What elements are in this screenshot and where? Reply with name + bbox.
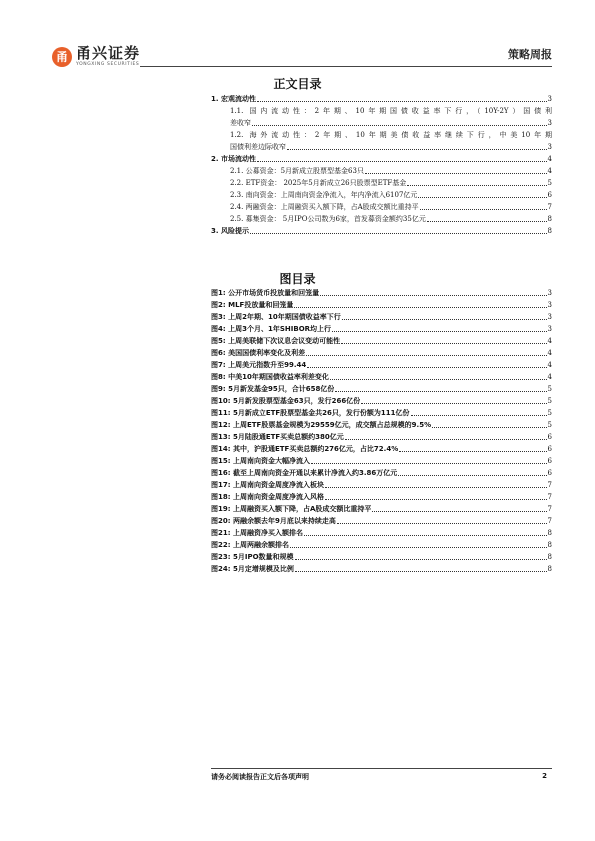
dot-leader (432, 427, 546, 428)
figure-entry[interactable] (211, 299, 552, 311)
footer-divider (211, 768, 552, 769)
toc-entry-page: 3 (547, 119, 552, 127)
figure-list-title: 图目录 (279, 272, 316, 286)
figure-entry[interactable] (211, 455, 552, 467)
toc-entry-page: 6 (547, 191, 552, 199)
figure-entry[interactable] (211, 467, 552, 479)
figure-entry[interactable] (211, 527, 552, 539)
figure-entry-page: 7 (547, 517, 552, 525)
figure-entry-label: 图2: MLF投放量和回笼量 (211, 301, 294, 309)
figure-entry-label: 图1: 公开市场货币投放量和回笼量 (211, 289, 320, 297)
toc-entry[interactable] (211, 153, 552, 165)
toc-entry-label: 2.5. 募集资金： 5月IPO公司数为6家，首发募资金额约35亿元 (230, 215, 426, 223)
dot-leader (337, 523, 547, 524)
figure-entry-page: 4 (547, 349, 552, 357)
figure-list (211, 287, 552, 575)
figure-entry[interactable] (211, 443, 552, 455)
figure-entry[interactable] (211, 347, 552, 359)
figure-entry-label: 图6: 美国国债利率变化及利差 (211, 349, 306, 357)
dot-leader (418, 197, 546, 198)
toc-entry-label: 1. 宏观流动性 (211, 95, 256, 103)
figure-entry-page: 6 (547, 469, 552, 477)
figure-entry[interactable] (211, 287, 552, 299)
figure-entry-label: 图3: 上周2年期、10年期国债收益率下行 (211, 313, 341, 321)
toc-entry-page: 3 (547, 95, 552, 103)
toc-entry[interactable] (211, 213, 552, 225)
figure-entry-page: 4 (547, 361, 552, 369)
figure-entry-page: 7 (547, 481, 552, 489)
toc-entry-label: 3. 风险提示 (211, 227, 249, 235)
dot-leader (407, 185, 546, 186)
dot-leader (365, 173, 547, 174)
figure-entry[interactable] (211, 323, 552, 335)
toc-entry-page: 8 (547, 215, 552, 223)
figure-entry[interactable] (211, 335, 552, 347)
toc-entry-label: 2.2. ETF资金： 2025年5月新成立26只股票型ETF基金 (230, 179, 407, 187)
figure-entry-page: 5 (547, 421, 552, 429)
dot-leader (361, 403, 546, 404)
figure-entry-label: 图5: 上周美联储下次议息会议变动可能性 (211, 337, 341, 345)
figure-entry-label: 图11: 5月新成立ETF股票型基金共26只，发行份额为111亿份 (211, 409, 410, 417)
figure-entry-label: 图14: 其中，沪股通ETF买卖总额约276亿元，占比72.4% (211, 445, 399, 453)
toc-entry-label: 2.1. 公募资金：5月新成立股票型基金63只 (230, 167, 364, 175)
logo-name-cn: 甬兴证券 (76, 44, 141, 62)
page-header (0, 0, 595, 70)
dot-leader (304, 535, 547, 536)
dot-leader (307, 367, 546, 368)
figure-entry[interactable] (211, 563, 552, 575)
figure-entry[interactable] (211, 479, 552, 491)
dot-leader (341, 343, 546, 344)
toc-entry[interactable] (211, 201, 552, 213)
toc-entry-label: 2.4. 两融资金：上周融资买入额下降，占A股成交额比重持平 (230, 203, 419, 211)
figure-entry-label: 图9: 5月新发基金95只，合计658亿份 (211, 385, 335, 393)
dot-leader (320, 295, 546, 296)
dot-leader (332, 331, 547, 332)
dot-leader (294, 307, 546, 308)
logo-name-en: YONGXING SECURITIES (76, 62, 140, 67)
dot-leader (330, 379, 547, 380)
figure-entry-label: 图10: 5月新发股票型基金63只，发行266亿份 (211, 397, 361, 405)
dot-leader (345, 439, 547, 440)
figure-entry-label: 图8: 中美10年期国债收益率利差变化 (211, 373, 329, 381)
toc-entry[interactable] (211, 129, 552, 153)
figure-entry-label: 图4: 上周3个月、1年SHIBOR均上行 (211, 325, 332, 333)
dot-leader (411, 415, 547, 416)
figure-entry-label: 图15: 上周南向资金大幅净流入 (211, 457, 310, 465)
figure-entry[interactable] (211, 395, 552, 407)
figure-entry[interactable] (211, 503, 552, 515)
figure-entry-page: 6 (547, 433, 552, 441)
figure-entry[interactable] (211, 311, 552, 323)
dot-leader (295, 571, 547, 572)
toc-entry[interactable] (211, 189, 552, 201)
figure-entry-page: 8 (547, 529, 552, 537)
toc-entry[interactable] (211, 93, 552, 105)
figure-entry[interactable] (211, 359, 552, 371)
dot-leader (372, 511, 546, 512)
toc-entry-page: 8 (547, 227, 552, 235)
figure-entry-label: 图18: 上周南向资金周度净流入风格 (211, 493, 324, 501)
footer-disclaimer: 请务必阅读报告正文后各项声明 (211, 773, 309, 781)
toc-title: 正文目录 (273, 77, 322, 91)
figure-entry-page: 5 (547, 397, 552, 405)
figure-entry-label: 图20: 两融余额去年9月底以来持续走高 (211, 517, 336, 525)
dot-leader (325, 487, 547, 488)
figure-entry[interactable] (211, 371, 552, 383)
figure-entry-page: 6 (547, 457, 552, 465)
figure-entry-label: 图24: 5月定增规模及比例 (211, 565, 294, 573)
toc-entry-label: 2. 市场流动性 (211, 155, 256, 163)
toc-entry-label: 1.1. 国内流动性：2年期、10年期国债收益率下行，（10Y-2Y）国债利 (230, 107, 552, 115)
toc-entry[interactable] (211, 177, 552, 189)
figure-entry-page: 4 (547, 337, 552, 345)
toc-list (211, 93, 552, 237)
toc-entry-page: 4 (547, 155, 552, 163)
figure-entry-page: 8 (547, 565, 552, 573)
dot-leader (287, 149, 547, 150)
toc-entry[interactable] (211, 225, 552, 237)
figure-entry-page: 5 (547, 385, 552, 393)
dot-leader (342, 319, 547, 320)
figure-entry-page: 7 (547, 493, 552, 501)
report-type-label: 策略周报 (508, 48, 552, 61)
toc-entry-page: 3 (547, 143, 552, 151)
dot-leader (335, 391, 546, 392)
figure-entry-page: 5 (547, 409, 552, 417)
figure-entry[interactable] (211, 383, 552, 395)
figure-entry-label: 图19: 上周融资买入额下降，占A股成交额比重持平 (211, 505, 372, 513)
figure-entry[interactable] (211, 419, 552, 431)
figure-entry-label: 图13: 5月陆股通ETF买卖总额约380亿元 (211, 433, 344, 441)
figure-entry-page: 4 (547, 373, 552, 381)
toc-entry-label-cont: 差收窄 (230, 119, 251, 127)
figure-entry-label: 图12: 上周ETF股票基金规模为29559亿元，成交额占总规模的9.5% (211, 421, 432, 429)
figure-entry[interactable] (211, 551, 552, 563)
figure-entry-label: 图16: 截至上周南向资金开通以来累计净流入约3.86万亿元 (211, 469, 398, 477)
figure-entry-label: 图22: 上周两融余额排名 (211, 541, 289, 549)
dot-leader (306, 355, 546, 356)
dot-leader (250, 233, 547, 234)
dot-leader (295, 559, 547, 560)
dot-leader (290, 547, 547, 548)
figure-entry-page: 3 (547, 313, 552, 321)
toc-entry-label: 2.3. 南向资金：上周南向资金净流入，年内净流入6107亿元 (230, 191, 418, 199)
dot-leader (257, 161, 547, 162)
toc-entry[interactable] (211, 105, 552, 129)
figure-entry-label: 图21: 上周融资净买入额排名 (211, 529, 303, 537)
figure-entry-page: 7 (547, 505, 552, 513)
toc-entry-label: 1.2. 海外流动性：2年期、10年期美债收益率继续下行，中美10年期 (230, 131, 552, 139)
toc-entry-page: 7 (547, 203, 552, 211)
figure-entry-label: 图23: 5月IPO数量和规模 (211, 553, 294, 561)
dot-leader (257, 101, 547, 102)
company-logo (52, 46, 140, 68)
dot-leader (420, 209, 547, 210)
figure-entry[interactable] (211, 491, 552, 503)
figure-entry[interactable] (211, 539, 552, 551)
figure-entry-label: 图17: 上周南向资金周度净流入板块 (211, 481, 324, 489)
toc-entry-page: 4 (547, 167, 552, 175)
figure-entry[interactable] (211, 515, 552, 527)
dot-leader (325, 499, 547, 500)
toc-entry-page: 5 (547, 179, 552, 187)
dot-leader (252, 125, 547, 126)
figure-entry-page: 8 (547, 553, 552, 561)
figure-entry-page: 3 (547, 289, 552, 297)
figure-entry[interactable] (211, 431, 552, 443)
figure-entry[interactable] (211, 407, 552, 419)
dot-leader (399, 451, 546, 452)
figure-entry-page: 3 (547, 301, 552, 309)
figure-entry-label: 图7: 上周美元指数升至99.44 (211, 361, 307, 369)
page-number: 2 (542, 772, 547, 780)
toc-entry-label-cont: 国债利差边际收窄 (230, 143, 286, 151)
dot-leader (398, 475, 546, 476)
logo-icon: 甬 (52, 47, 72, 67)
dot-leader (427, 221, 547, 222)
header-divider (140, 66, 552, 67)
figure-entry-page: 8 (547, 541, 552, 549)
figure-entry-page: 3 (547, 325, 552, 333)
figure-entry-page: 6 (547, 445, 552, 453)
toc-entry[interactable] (211, 165, 552, 177)
dot-leader (311, 463, 547, 464)
